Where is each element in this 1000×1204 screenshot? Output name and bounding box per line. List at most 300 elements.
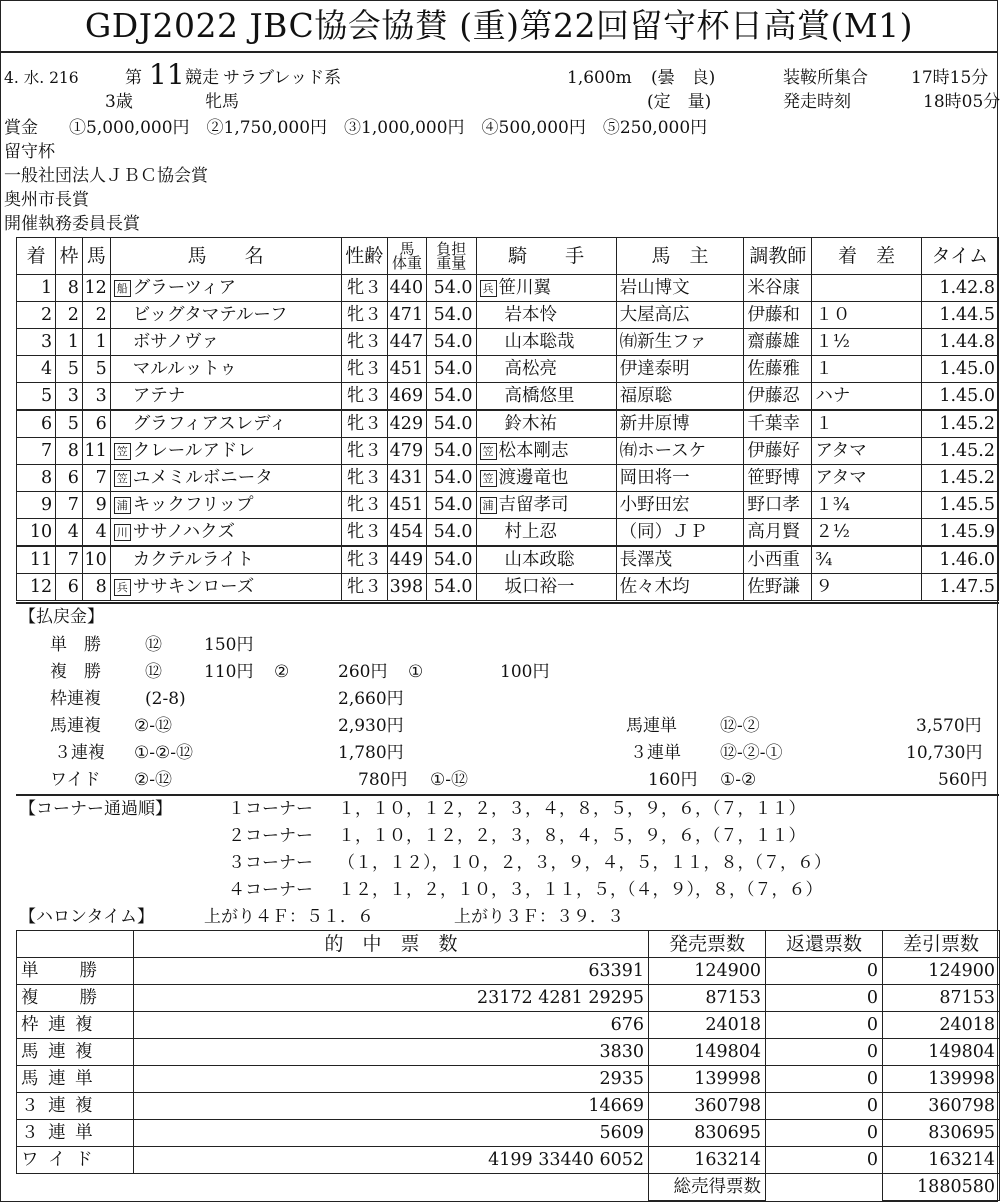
result-row bbox=[17, 574, 999, 601]
jockey-name: 鈴木祐 bbox=[504, 414, 558, 434]
carried-weight-cell: 54.0 bbox=[427, 275, 476, 302]
race-number-prefix: 第 bbox=[125, 68, 142, 88]
margin-cell: ¾ bbox=[812, 546, 921, 574]
carried-weight-cell: 54.0 bbox=[427, 383, 476, 411]
start-label: 発走時刻 bbox=[783, 92, 851, 112]
age-condition: 3歳 bbox=[105, 92, 133, 112]
rank-cell: 1 bbox=[17, 275, 56, 302]
body-weight-cell: 429 bbox=[387, 410, 426, 438]
horse-name: グラーツィア bbox=[132, 278, 236, 298]
wide-combo-1: ②-⑫ bbox=[134, 770, 172, 790]
jockey-name: 岩本怜 bbox=[504, 305, 558, 325]
wide-amount-2: 160円 bbox=[648, 770, 698, 790]
header-horse-name: 馬 名 bbox=[110, 238, 341, 275]
sex-age-cell: 牝３ bbox=[341, 275, 387, 302]
jockey-name: 松本剛志 bbox=[498, 441, 569, 461]
race-title: GDJ2022 JBC協会協賛 (重)第22回留守杯日高賞(M1) bbox=[1, 1, 997, 53]
assembly-time: 17時15分 bbox=[911, 68, 989, 88]
body-weight-cell: 454 bbox=[387, 519, 426, 547]
time-cell: 1.45.2 bbox=[921, 465, 998, 492]
horse-name: ササノハクズ bbox=[132, 522, 235, 542]
horse-name-cell bbox=[110, 574, 341, 601]
horse-affiliation-mark: 浦 bbox=[114, 497, 131, 514]
horse-affiliation-mark: 川 bbox=[114, 524, 131, 541]
horse-number-cell: 4 bbox=[82, 519, 110, 547]
owner-cell: 大屋高広 bbox=[616, 302, 744, 329]
header-frame: 枠 bbox=[56, 238, 83, 275]
hit-count-cell: 23172 4281 29295 bbox=[134, 985, 649, 1012]
carried-weight-cell: 54.0 bbox=[427, 438, 476, 465]
sanrenpuku-amount: 1,780円 bbox=[338, 743, 404, 763]
frame-cell: 2 bbox=[56, 302, 83, 329]
horse-number-cell: 2 bbox=[82, 302, 110, 329]
jockey-name: 村上忍 bbox=[504, 522, 558, 542]
horse-name-cell bbox=[110, 438, 341, 465]
rank-cell: 12 bbox=[17, 574, 56, 601]
trainer-cell: 小西重 bbox=[744, 546, 812, 574]
margin-cell: １ bbox=[812, 356, 921, 383]
results-header-row bbox=[17, 238, 999, 275]
carried-weight-cell: 54.0 bbox=[427, 329, 476, 356]
wakuren-amount: 2,660円 bbox=[338, 689, 404, 709]
jockey-cell bbox=[476, 574, 616, 601]
fukusho-combo-1: ⑫ bbox=[145, 662, 162, 682]
sold-count-cell: 24018 bbox=[649, 1012, 766, 1039]
ticket-count-row bbox=[17, 1093, 1000, 1120]
rank-cell: 10 bbox=[17, 519, 56, 547]
time-cell: 1.45.2 bbox=[921, 410, 998, 438]
frame-cell: 5 bbox=[56, 410, 83, 438]
header-net-count: 差引票数 bbox=[883, 931, 1000, 958]
refund-count-cell: 0 bbox=[766, 1012, 883, 1039]
hit-count-cell: 14669 bbox=[134, 1093, 649, 1120]
horse-name: マルルットゥ bbox=[132, 359, 237, 379]
horse-affiliation-mark: 笠 bbox=[114, 470, 131, 487]
refund-count-cell: 0 bbox=[766, 1039, 883, 1066]
corner-2-label: ２コーナー bbox=[228, 826, 313, 846]
ticket-count-header-row bbox=[17, 931, 1000, 958]
fukusho-amount-1: 110円 bbox=[204, 662, 254, 682]
corner-1-order: １，１０，１２，２，３，４，８，５，９，６，（７，１１） bbox=[338, 799, 806, 819]
refund-count-cell: 0 bbox=[766, 1120, 883, 1147]
bet-type-cell: ３ 連 単 bbox=[17, 1120, 134, 1147]
bet-type-cell: 枠 連 複 bbox=[17, 1012, 134, 1039]
rank-cell: 11 bbox=[17, 546, 56, 574]
sex-age-cell: 牝３ bbox=[341, 492, 387, 519]
margin-cell: アタマ bbox=[812, 465, 921, 492]
header-owner: 馬 主 bbox=[616, 238, 744, 275]
refund-count-cell: 0 bbox=[766, 1093, 883, 1120]
horse-number-cell: 7 bbox=[82, 465, 110, 492]
header-body-weight: 馬 体重 bbox=[387, 238, 426, 275]
sex-age-cell: 牝３ bbox=[341, 465, 387, 492]
net-count-cell: 139998 bbox=[883, 1066, 1000, 1093]
trainer-cell: 米谷康 bbox=[744, 275, 812, 302]
margin-cell: １¾ bbox=[812, 492, 921, 519]
frame-cell: 5 bbox=[56, 356, 83, 383]
jockey-cell bbox=[476, 492, 616, 519]
body-weight-cell: 451 bbox=[387, 356, 426, 383]
sold-count-cell: 830695 bbox=[649, 1120, 766, 1147]
race-number: 11 bbox=[149, 58, 185, 91]
result-row bbox=[17, 438, 999, 465]
corner-1-label: １コーナー bbox=[228, 799, 313, 819]
result-row bbox=[17, 492, 999, 519]
umatan-label: 馬連単 bbox=[626, 716, 677, 736]
race-info bbox=[1, 53, 1000, 237]
weight-rule: (定 量) bbox=[647, 92, 712, 112]
umaren-combo: ②-⑫ bbox=[134, 716, 172, 736]
sold-count-cell: 139998 bbox=[649, 1066, 766, 1093]
start-time: 18時05分 bbox=[923, 92, 1000, 112]
ticket-count-body bbox=[17, 958, 1000, 1174]
horse-name-cell bbox=[110, 356, 341, 383]
jockey-name: 山本聡哉 bbox=[504, 332, 575, 352]
furlong-last-4f: 上がり４Ｆ：５１．６ bbox=[204, 907, 374, 927]
margin-cell: アタマ bbox=[812, 438, 921, 465]
corner-3-label: ３コーナー bbox=[228, 853, 313, 873]
horse-name: グラフィアスレディ bbox=[132, 414, 287, 434]
sanrentan-label: ３連単 bbox=[630, 743, 681, 763]
sex-age-cell: 牝３ bbox=[341, 356, 387, 383]
carried-weight-cell: 54.0 bbox=[427, 519, 476, 547]
prize-list: ①5,000,000円 ②1,750,000円 ③1,000,000円 ④500,000円 ⑤250,000円 bbox=[69, 118, 708, 138]
jockey-cell bbox=[476, 465, 616, 492]
sex-age-cell: 牝３ bbox=[341, 519, 387, 547]
jockey-affiliation-mark: 兵 bbox=[480, 280, 497, 297]
horse-number-cell: 9 bbox=[82, 492, 110, 519]
hit-count-cell: 676 bbox=[134, 1012, 649, 1039]
header-horse-number: 馬 bbox=[82, 238, 110, 275]
time-cell: 1.42.8 bbox=[921, 275, 998, 302]
sex-age-cell: 牝３ bbox=[341, 574, 387, 601]
ticket-count-row bbox=[17, 1012, 1000, 1039]
header-carried-weight: 負担 重量 bbox=[427, 238, 476, 275]
time-cell: 1.45.0 bbox=[921, 356, 998, 383]
owner-cell: 福原聡 bbox=[616, 383, 744, 411]
sold-count-cell: 124900 bbox=[649, 958, 766, 985]
carried-weight-cell: 54.0 bbox=[427, 546, 476, 574]
result-row bbox=[17, 383, 999, 411]
horse-name: クレールアドレ bbox=[132, 441, 255, 461]
total-label: 総売得票数 bbox=[649, 1174, 766, 1201]
net-count-cell: 830695 bbox=[883, 1120, 1000, 1147]
body-weight-cell: 451 bbox=[387, 492, 426, 519]
horse-name-cell bbox=[110, 383, 341, 411]
sanrentan-combo: ⑫-②-① bbox=[720, 743, 783, 763]
results-body bbox=[17, 275, 999, 601]
body-weight-cell: 479 bbox=[387, 438, 426, 465]
time-cell: 1.45.5 bbox=[921, 492, 998, 519]
net-count-cell: 87153 bbox=[883, 985, 1000, 1012]
frame-cell: 6 bbox=[56, 465, 83, 492]
corner-4-label: ４コーナー bbox=[228, 880, 313, 900]
jockey-name: 吉留孝司 bbox=[498, 495, 569, 515]
furlong-title: 【ハロンタイム】 bbox=[19, 907, 154, 927]
trainer-cell: 伊藤忍 bbox=[744, 383, 812, 411]
distance: 1,600m bbox=[567, 68, 632, 88]
corners-title: 【コーナー通過順】 bbox=[19, 799, 172, 819]
owner-cell: 岩山博文 bbox=[616, 275, 744, 302]
total-row bbox=[17, 1174, 1000, 1201]
horse-affiliation-mark: 船 bbox=[114, 280, 131, 297]
ticket-count-row bbox=[17, 1120, 1000, 1147]
header-sex-age: 性齢 bbox=[341, 238, 387, 275]
sex-age-cell: 牝３ bbox=[341, 410, 387, 438]
rank-cell: 3 bbox=[17, 329, 56, 356]
margin-cell: ２½ bbox=[812, 519, 921, 547]
header-hit-count: 的 中 票 数 bbox=[134, 931, 649, 958]
refund-count-cell: 0 bbox=[766, 985, 883, 1012]
fukusho-amount-2: 260円 bbox=[338, 662, 388, 682]
hit-count-cell: 2935 bbox=[134, 1066, 649, 1093]
net-count-cell: 124900 bbox=[883, 958, 1000, 985]
horse-name-cell bbox=[110, 302, 341, 329]
trainer-cell: 伊藤好 bbox=[744, 438, 812, 465]
header-trainer: 調教師 bbox=[744, 238, 812, 275]
fukusho-label: 複 勝 bbox=[50, 662, 101, 682]
rank-cell: 7 bbox=[17, 438, 56, 465]
ticket-count-row bbox=[17, 1066, 1000, 1093]
umatan-combo: ⑫-② bbox=[720, 716, 760, 736]
sex-age-cell: 牝３ bbox=[341, 302, 387, 329]
award-1: 留守杯 bbox=[4, 142, 55, 162]
horse-name: カクテルライト bbox=[132, 550, 254, 570]
corner-3-order: （１，１２），１０，２，３，９，４，５，１１，８，（７，６） bbox=[338, 853, 831, 873]
sex-condition: 牝馬 bbox=[205, 92, 239, 112]
horse-affiliation-mark: 兵 bbox=[114, 579, 131, 596]
jockey-name: 坂口裕一 bbox=[504, 577, 575, 597]
margin-cell: ハナ bbox=[812, 383, 921, 411]
corner-4-order: １２，１，２，１０，３，１１，５，（４，９），８，（７，６） bbox=[338, 880, 823, 900]
horse-name-cell bbox=[110, 329, 341, 356]
race-number-suffix: 競走 bbox=[185, 68, 219, 88]
time-cell: 1.45.0 bbox=[921, 383, 998, 411]
jockey-cell bbox=[476, 519, 616, 547]
sanrenpuku-label: ３連複 bbox=[54, 743, 105, 763]
payout-section bbox=[16, 602, 999, 931]
trainer-cell: 齋藤雄 bbox=[744, 329, 812, 356]
hit-count-cell: 4199 33440 6052 bbox=[134, 1147, 649, 1174]
result-row bbox=[17, 519, 999, 547]
ticket-count-row bbox=[17, 1039, 1000, 1066]
sex-age-cell: 牝３ bbox=[341, 546, 387, 574]
rank-cell: 2 bbox=[17, 302, 56, 329]
horse-name: ユメミルボニータ bbox=[132, 468, 273, 488]
owner-cell: 岡田将一 bbox=[616, 465, 744, 492]
corner-divider bbox=[16, 794, 999, 796]
jockey-cell bbox=[476, 546, 616, 574]
result-row bbox=[17, 465, 999, 492]
carried-weight-cell: 54.0 bbox=[427, 465, 476, 492]
jockey-name: 高橋悠里 bbox=[504, 386, 575, 406]
horse-name: ボサノヴァ bbox=[132, 332, 219, 352]
owner-cell: ㈲新生ファ bbox=[616, 329, 744, 356]
ticket-count-row bbox=[17, 1147, 1000, 1174]
time-cell: 1.44.5 bbox=[921, 302, 998, 329]
jockey-cell bbox=[476, 356, 616, 383]
jockey-cell bbox=[476, 302, 616, 329]
bet-type-cell: 馬 連 単 bbox=[17, 1066, 134, 1093]
carried-weight-cell: 54.0 bbox=[427, 492, 476, 519]
frame-cell: 7 bbox=[56, 546, 83, 574]
award-4: 開催執務委員長賞 bbox=[4, 214, 140, 234]
header-blank bbox=[17, 931, 134, 958]
refund-count-cell: 0 bbox=[766, 1066, 883, 1093]
award-3: 奥州市長賞 bbox=[4, 190, 89, 210]
horse-name-cell bbox=[110, 275, 341, 302]
rank-cell: 4 bbox=[17, 356, 56, 383]
owner-cell: 伊達泰明 bbox=[616, 356, 744, 383]
horse-number-cell: 11 bbox=[82, 438, 110, 465]
refund-count-cell: 0 bbox=[766, 1147, 883, 1174]
body-weight-cell: 447 bbox=[387, 329, 426, 356]
time-cell: 1.47.5 bbox=[921, 574, 998, 601]
frame-cell: 8 bbox=[56, 275, 83, 302]
net-count-cell: 360798 bbox=[883, 1093, 1000, 1120]
jockey-cell bbox=[476, 410, 616, 438]
horse-number-cell: 10 bbox=[82, 546, 110, 574]
trainer-cell: 佐野謙 bbox=[744, 574, 812, 601]
horse-name: ササキンローズ bbox=[132, 577, 255, 597]
trainer-cell: 笹野博 bbox=[744, 465, 812, 492]
umatan-amount: 3,570円 bbox=[916, 716, 982, 736]
horse-name-cell bbox=[110, 519, 341, 547]
margin-cell: ９ bbox=[812, 574, 921, 601]
refund-count-cell: 0 bbox=[766, 958, 883, 985]
wide-combo-3: ①-② bbox=[720, 770, 757, 790]
sex-age-cell: 牝３ bbox=[341, 438, 387, 465]
horse-number-cell: 6 bbox=[82, 410, 110, 438]
jockey-cell bbox=[476, 329, 616, 356]
trainer-cell: 千葉幸 bbox=[744, 410, 812, 438]
horse-name: アテナ bbox=[132, 386, 186, 406]
horse-name-cell bbox=[110, 492, 341, 519]
rank-cell: 9 bbox=[17, 492, 56, 519]
jockey-name: 渡邊竜也 bbox=[498, 468, 569, 488]
ticket-count-table bbox=[16, 930, 1000, 1201]
header-rank: 着 bbox=[17, 238, 56, 275]
hit-count-cell: 3830 bbox=[134, 1039, 649, 1066]
header-time: タイム bbox=[921, 238, 998, 275]
body-weight-cell: 449 bbox=[387, 546, 426, 574]
prize-label: 賞金 bbox=[4, 118, 38, 138]
result-row bbox=[17, 329, 999, 356]
umaren-label: 馬連複 bbox=[50, 716, 101, 736]
horse-name-cell bbox=[110, 410, 341, 438]
horse-number-cell: 8 bbox=[82, 574, 110, 601]
horse-name: キックフリップ bbox=[132, 495, 254, 515]
bet-type-cell: 馬 連 複 bbox=[17, 1039, 134, 1066]
jockey-name: 山本政聡 bbox=[504, 550, 575, 570]
jockey-cell bbox=[476, 275, 616, 302]
carried-weight-cell: 54.0 bbox=[427, 410, 476, 438]
frame-cell: 7 bbox=[56, 492, 83, 519]
trainer-cell: 高月賢 bbox=[744, 519, 812, 547]
result-row bbox=[17, 275, 999, 302]
jockey-cell bbox=[476, 438, 616, 465]
hit-count-cell: 63391 bbox=[134, 958, 649, 985]
horse-name-cell bbox=[110, 546, 341, 574]
sex-age-cell: 牝３ bbox=[341, 329, 387, 356]
sex-age-cell: 牝３ bbox=[341, 383, 387, 411]
wakuren-combo: (2-8) bbox=[145, 689, 186, 709]
sold-count-cell: 163214 bbox=[649, 1147, 766, 1174]
time-cell: 1.45.9 bbox=[921, 519, 998, 547]
bet-type-cell: 複 勝 bbox=[17, 985, 134, 1012]
breed: サラブレッド系 bbox=[223, 68, 342, 88]
frame-cell: 6 bbox=[56, 574, 83, 601]
margin-cell: １½ bbox=[812, 329, 921, 356]
horse-name-cell bbox=[110, 465, 341, 492]
wide-amount-3: 560円 bbox=[938, 770, 988, 790]
time-cell: 1.44.8 bbox=[921, 329, 998, 356]
track-condition: (曇 良) bbox=[651, 68, 716, 88]
owner-cell: 新井原博 bbox=[616, 410, 744, 438]
rank-cell: 6 bbox=[17, 410, 56, 438]
corner-2-order: １，１０，１２，２，３，８，４，５，９，６，（７，１１） bbox=[338, 826, 806, 846]
trainer-cell: 伊藤和 bbox=[744, 302, 812, 329]
fukusho-amount-3: 100円 bbox=[500, 662, 550, 682]
result-row bbox=[17, 410, 999, 438]
rank-cell: 8 bbox=[17, 465, 56, 492]
trainer-cell: 野口孝 bbox=[744, 492, 812, 519]
body-weight-cell: 469 bbox=[387, 383, 426, 411]
carried-weight-cell: 54.0 bbox=[427, 574, 476, 601]
jockey-name: 高松亮 bbox=[504, 359, 558, 379]
horse-number-cell: 5 bbox=[82, 356, 110, 383]
tansho-amount: 150円 bbox=[204, 635, 254, 655]
sold-count-cell: 87153 bbox=[649, 985, 766, 1012]
horse-number-cell: 1 bbox=[82, 329, 110, 356]
body-weight-cell: 431 bbox=[387, 465, 426, 492]
time-cell: 1.45.2 bbox=[921, 438, 998, 465]
trainer-cell: 佐藤雅 bbox=[744, 356, 812, 383]
margin-cell bbox=[812, 275, 921, 302]
sanrenpuku-combo: ①-②-⑫ bbox=[134, 743, 193, 763]
jockey-affiliation-mark: 浦 bbox=[480, 497, 497, 514]
net-count-cell: 163214 bbox=[883, 1147, 1000, 1174]
horse-name: ビッグタマテルーフ bbox=[132, 305, 288, 325]
umaren-amount: 2,930円 bbox=[338, 716, 404, 736]
bet-type-cell: ワ イ ド bbox=[17, 1147, 134, 1174]
rank-cell: 5 bbox=[17, 383, 56, 411]
results-table bbox=[16, 237, 999, 601]
horse-number-cell: 3 bbox=[82, 383, 110, 411]
sanrentan-amount: 10,730円 bbox=[906, 743, 983, 763]
furlong-last-3f: 上がり３Ｆ：３９．３ bbox=[454, 907, 624, 927]
fukusho-combo-3: ① bbox=[408, 662, 424, 682]
header-jockey: 騎 手 bbox=[476, 238, 616, 275]
payout-title: 【払戻金】 bbox=[19, 607, 104, 627]
body-weight-cell: 398 bbox=[387, 574, 426, 601]
margin-cell: １ bbox=[812, 410, 921, 438]
tansho-combo: ⑫ bbox=[145, 635, 162, 655]
wide-amount-1: 780円 bbox=[358, 770, 408, 790]
wakuren-label: 枠連複 bbox=[50, 689, 101, 709]
wide-label: ワイド bbox=[50, 770, 101, 790]
ticket-count-row bbox=[17, 985, 1000, 1012]
time-cell: 1.46.0 bbox=[921, 546, 998, 574]
bet-type-cell: 単 勝 bbox=[17, 958, 134, 985]
total-value: 1880580 bbox=[883, 1174, 1000, 1201]
owner-cell: 佐々木均 bbox=[616, 574, 744, 601]
horse-number-cell: 12 bbox=[82, 275, 110, 302]
frame-cell: 1 bbox=[56, 329, 83, 356]
hit-count-cell: 5609 bbox=[134, 1120, 649, 1147]
net-count-cell: 149804 bbox=[883, 1039, 1000, 1066]
race-code: 4. 水. 216 bbox=[4, 69, 79, 87]
